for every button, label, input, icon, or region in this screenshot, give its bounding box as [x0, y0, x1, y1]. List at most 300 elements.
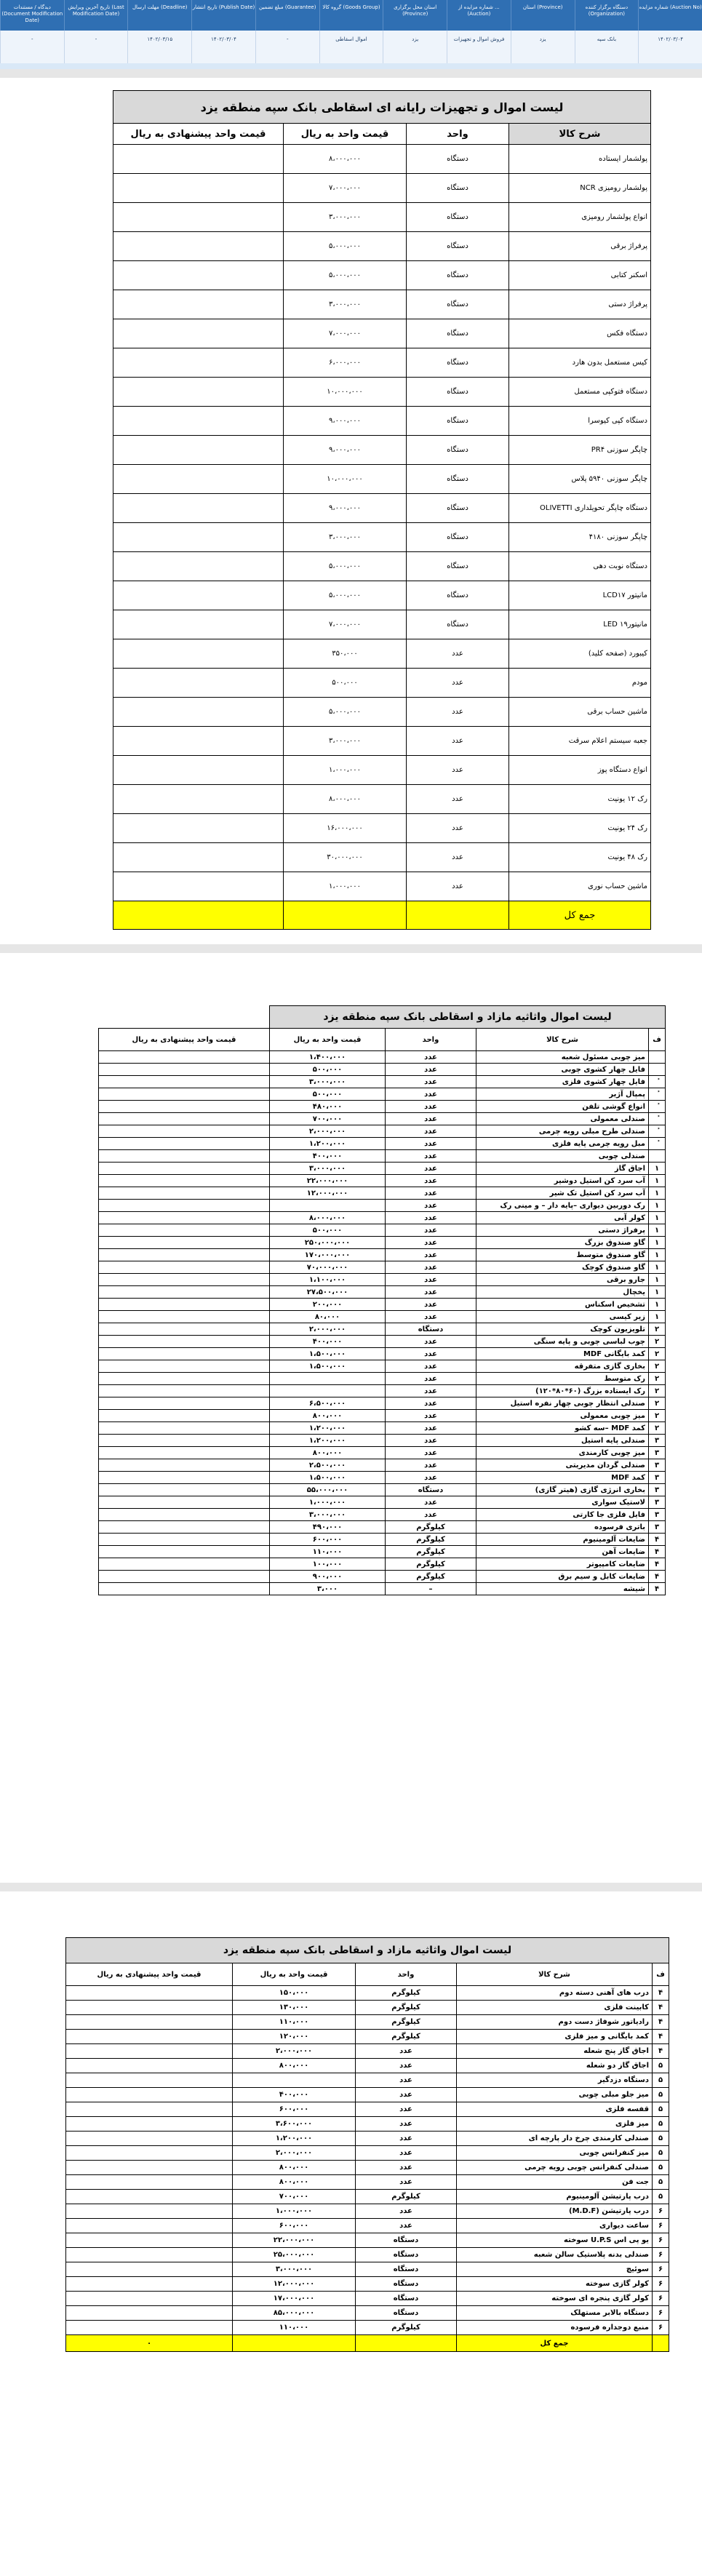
item-unit-price: ۳،۶۰۰،۰۰۰	[233, 2117, 356, 2132]
table-row	[113, 669, 651, 698]
item-unit: دستگاه	[407, 552, 509, 581]
item-description: مودم	[509, 669, 651, 698]
item-unit-price: ۷۰۰،۰۰۰	[270, 1113, 386, 1125]
item-unit: عدد	[386, 1051, 476, 1064]
table-row	[99, 1187, 666, 1200]
item-unit-price: ۳،۰۰۰،۰۰۰	[270, 1509, 386, 1521]
item-proposed-price	[113, 698, 284, 727]
item-row-no: ۵	[653, 2073, 669, 2088]
table3-total-empty	[653, 2335, 669, 2352]
item-unit-price: ۲،۰۰۰،۰۰۰	[270, 1323, 386, 1336]
table-row	[99, 1422, 666, 1435]
item-description: جعبه سیستم اعلام سرقت	[509, 727, 651, 756]
item-unit-price: ۵،۰۰۰،۰۰۰	[284, 261, 407, 290]
table2-header-description: شرح کالا	[476, 1029, 649, 1051]
item-unit-price: ۱۳۰،۰۰۰	[233, 2001, 356, 2015]
summary-value-cell: -	[0, 31, 64, 63]
item-row-no: ۳	[649, 1484, 666, 1496]
item-row-no: ۶	[653, 2233, 669, 2248]
item-unit-price	[270, 1373, 386, 1385]
item-unit-price: ۹،۰۰۰،۰۰۰	[284, 407, 407, 436]
item-description: دستگاه نوبت دهی	[509, 552, 651, 581]
table2-title-spacer	[99, 1006, 270, 1029]
table2-title: لیست اموال واثاثیه مازاد و اسقاطی بانک سپه منطقه یزد	[270, 1006, 666, 1029]
item-proposed-price	[99, 1175, 270, 1187]
item-description: میز جلو مبلی چوبی	[457, 2088, 653, 2102]
table-row	[99, 1101, 666, 1113]
item-proposed-price	[99, 1064, 270, 1076]
item-row-no: ۳	[649, 1447, 666, 1459]
table-row	[99, 1435, 666, 1447]
table-row	[99, 1521, 666, 1534]
table2-body	[99, 1051, 666, 1595]
item-unit-price: ۳،۰۰۰،۰۰۰	[284, 523, 407, 552]
item-unit-price: ۳،۰۰۰،۰۰۰	[284, 727, 407, 756]
item-row-no: ۲	[649, 1410, 666, 1422]
item-unit: عدد	[386, 1101, 476, 1113]
item-unit: عدد	[356, 2088, 457, 2102]
item-description: جارو برقی	[476, 1274, 649, 1286]
item-row-no: ۱	[649, 1175, 666, 1187]
item-unit: دستگاه	[407, 348, 509, 378]
item-row-no: ۳	[649, 1472, 666, 1484]
table-row	[99, 1088, 666, 1101]
item-row-no	[649, 1125, 666, 1138]
table-row	[66, 2277, 669, 2292]
item-proposed-price	[66, 1986, 233, 2001]
item-description: چاپگر سوزنی PR۴	[509, 436, 651, 465]
table-row	[113, 290, 651, 319]
item-unit-price: ۵۵،۰۰۰،۰۰۰	[270, 1484, 386, 1496]
item-description: ضایعات آهن	[476, 1546, 649, 1558]
item-proposed-price	[66, 2175, 233, 2190]
item-description: لاستیک سواری	[476, 1496, 649, 1509]
table-row	[113, 523, 651, 552]
item-proposed-price	[99, 1187, 270, 1200]
item-unit-price: ۶۰۰،۰۰۰	[233, 2102, 356, 2117]
table-row	[66, 2001, 669, 2015]
item-unit-price: ۵،۰۰۰،۰۰۰	[284, 552, 407, 581]
summary-value-cell: یزد	[511, 31, 575, 63]
item-row-no: ۶	[653, 2277, 669, 2292]
item-row-no	[649, 1138, 666, 1150]
table-row	[99, 1385, 666, 1397]
item-description: بخاری گازی متفرقه	[476, 1360, 649, 1373]
item-row-no: ۴	[653, 2015, 669, 2030]
item-unit: عدد	[386, 1360, 476, 1373]
item-unit-price: ۳،۰۰۰	[270, 1583, 386, 1595]
item-unit: دستگاه	[407, 407, 509, 436]
table-row	[113, 494, 651, 523]
table-row	[99, 1397, 666, 1410]
item-unit-price: ۳،۰۰۰،۰۰۰	[284, 203, 407, 232]
table-row	[99, 1571, 666, 1583]
item-row-no: ۶	[653, 2204, 669, 2219]
summary-header-cell: استان (Province)	[511, 0, 575, 31]
item-description: فایل فلزی جا کارتی	[476, 1509, 649, 1521]
item-row-no: ۴	[653, 2030, 669, 2044]
item-unit-price: ۸۰۰،۰۰۰	[233, 2059, 356, 2073]
table-row	[66, 2248, 669, 2262]
table1-total-empty-proposed	[113, 901, 284, 930]
item-unit-price: ۱۱۰،۰۰۰	[233, 2015, 356, 2030]
item-proposed-price	[99, 1360, 270, 1373]
item-proposed-price	[99, 1546, 270, 1558]
item-description: انواع دستگاه پوز	[509, 756, 651, 785]
item-proposed-price	[66, 2015, 233, 2030]
item-row-no: ۵	[653, 2117, 669, 2132]
item-unit-price: ۱،۰۰۰،۰۰۰	[284, 872, 407, 901]
item-description: رادیاتور شوفاژ دست دوم	[457, 2015, 653, 2030]
item-unit: کیلوگرم	[386, 1546, 476, 1558]
item-proposed-price	[66, 2059, 233, 2073]
item-unit: عدد	[386, 1249, 476, 1261]
item-unit-price: ۱،۰۰۰،۰۰۰	[270, 1496, 386, 1509]
item-proposed-price	[113, 669, 284, 698]
item-proposed-price	[99, 1558, 270, 1571]
item-unit-price: ۱،۰۰۰،۰۰۰	[284, 756, 407, 785]
item-unit: عدد	[386, 1496, 476, 1509]
item-unit-price: ۸،۰۰۰،۰۰۰	[284, 145, 407, 174]
item-description: گاو صندوق متوسط	[476, 1249, 649, 1261]
summary-value-cell: اموال اسقاطی	[319, 31, 383, 63]
item-proposed-price	[66, 2132, 233, 2146]
table-row	[99, 1224, 666, 1237]
table3-header-proposed-price: قیمت واحد پیشنهادی به ریال	[66, 1963, 233, 1986]
item-unit: عدد	[386, 1113, 476, 1125]
item-unit: کیلوگرم	[386, 1571, 476, 1583]
item-proposed-price	[113, 785, 284, 814]
table-row	[99, 1472, 666, 1484]
item-proposed-price	[99, 1076, 270, 1088]
item-unit: –	[386, 1583, 476, 1595]
item-proposed-price	[99, 1521, 270, 1534]
item-row-no: ۲	[649, 1385, 666, 1397]
table-row	[113, 319, 651, 348]
item-description: اجاق گاز دو شعله	[457, 2059, 653, 2073]
table1-header-proposed-price: قیمت واحد پیشنهادی به ریال	[113, 124, 284, 145]
item-proposed-price	[99, 1348, 270, 1360]
item-unit-price: ۸،۰۰۰،۰۰۰	[270, 1212, 386, 1224]
table-row	[66, 2175, 669, 2190]
item-description: صندلی طرح مبلی رویه چرمی	[476, 1125, 649, 1138]
item-description: پولشمار رومیزی NCR	[509, 174, 651, 203]
item-proposed-price	[66, 2146, 233, 2161]
item-unit: دستگاه	[407, 319, 509, 348]
item-proposed-price	[99, 1088, 270, 1101]
item-row-no: ۵	[653, 2146, 669, 2161]
item-proposed-price	[99, 1261, 270, 1274]
table2-header-unit: واحد	[386, 1029, 476, 1051]
item-unit: کیلوگرم	[356, 2001, 457, 2015]
table1-total-empty-unit	[407, 901, 509, 930]
item-unit-price: ۲۷،۵۰۰،۰۰۰	[270, 1286, 386, 1299]
item-unit-price: ۷،۰۰۰،۰۰۰	[284, 319, 407, 348]
item-proposed-price	[99, 1373, 270, 1385]
item-unit: کیلوگرم	[356, 1986, 457, 2001]
item-unit-price: ۲،۰۰۰،۰۰۰	[233, 2146, 356, 2161]
item-unit-price: ۸۰۰،۰۰۰	[233, 2161, 356, 2175]
table-row	[66, 2015, 669, 2030]
item-row-no: ۱	[649, 1274, 666, 1286]
item-proposed-price	[66, 2001, 233, 2015]
table-row	[113, 348, 651, 378]
item-unit-price: ۲۰۰،۰۰۰	[270, 1299, 386, 1311]
item-unit-price: ۸۰،۰۰۰	[270, 1311, 386, 1323]
summary-value-cell: یزد	[383, 31, 447, 63]
item-unit-price: ۷،۰۰۰،۰۰۰	[284, 174, 407, 203]
table-row	[113, 727, 651, 756]
item-proposed-price	[99, 1150, 270, 1163]
item-unit: عدد	[386, 1459, 476, 1472]
item-proposed-price	[99, 1496, 270, 1509]
item-unit: عدد	[386, 1064, 476, 1076]
item-description: دستگاه کپی کیوسرا	[509, 407, 651, 436]
item-unit-price: ۱۰،۰۰۰،۰۰۰	[284, 378, 407, 407]
item-proposed-price	[99, 1435, 270, 1447]
item-unit: عدد	[407, 639, 509, 669]
item-description: پمپال آژیر	[476, 1088, 649, 1101]
item-unit: دستگاه	[407, 494, 509, 523]
table-row	[113, 203, 651, 232]
table-row	[66, 2117, 669, 2132]
item-proposed-price	[66, 2190, 233, 2204]
item-description: ساعت دیواری	[457, 2219, 653, 2233]
table-row	[99, 1125, 666, 1138]
item-proposed-price	[66, 2277, 233, 2292]
item-unit: عدد	[386, 1237, 476, 1249]
item-row-no: ۶	[653, 2292, 669, 2306]
item-unit: عدد	[386, 1163, 476, 1175]
item-row-no	[649, 1150, 666, 1163]
item-proposed-price	[113, 407, 284, 436]
item-unit: عدد	[386, 1336, 476, 1348]
item-description: فایل چهار کشوی چوبی	[476, 1064, 649, 1076]
page-separator	[0, 944, 702, 982]
table-row	[99, 1558, 666, 1571]
item-description: درب های آهنی دسته دوم	[457, 1986, 653, 2001]
table1-total-empty-price	[284, 901, 407, 930]
item-unit-price: ۱۰۰،۰۰۰	[270, 1558, 386, 1571]
item-description: آب سرد کن استیل دوشیر	[476, 1175, 649, 1187]
item-unit-price: ۸۰۰،۰۰۰	[233, 2175, 356, 2190]
item-description: رک ۴۸ یونیت	[509, 843, 651, 872]
item-row-no: ۴	[649, 1534, 666, 1546]
item-description: میز چوبی کارمندی	[476, 1447, 649, 1459]
table-row	[99, 1064, 666, 1076]
item-unit: عدد	[386, 1472, 476, 1484]
item-proposed-price	[99, 1274, 270, 1286]
item-description: صندلی انتظار چوبی چهار نفره استیل	[476, 1397, 649, 1410]
item-row-no: ۵	[653, 2132, 669, 2146]
summary-header-cell: تاریخ آخرین ویرایش (Last Modification Date)	[64, 0, 128, 31]
item-row-no: ۵	[653, 2102, 669, 2117]
item-unit: عدد	[386, 1447, 476, 1459]
item-unit-price: ۱،۴۰۰،۰۰۰	[270, 1051, 386, 1064]
item-proposed-price	[113, 639, 284, 669]
item-row-no	[649, 1064, 666, 1076]
item-proposed-price	[113, 727, 284, 756]
table-row	[99, 1076, 666, 1088]
table-row	[99, 1150, 666, 1163]
item-row-no: ۴	[649, 1558, 666, 1571]
item-unit-price: ۱،۲۰۰،۰۰۰	[270, 1435, 386, 1447]
item-unit-price: ۸،۰۰۰،۰۰۰	[284, 785, 407, 814]
summary-value-cell: بانک سپه	[575, 31, 639, 63]
item-proposed-price	[66, 2102, 233, 2117]
item-description: صندلی کارمندی چرخ دار پارچه ای	[457, 2132, 653, 2146]
item-proposed-price	[113, 232, 284, 261]
item-row-no: ۶	[653, 2219, 669, 2233]
item-unit-price: ۱۲،۰۰۰،۰۰۰	[270, 1187, 386, 1200]
item-description: مانیتور LCD۱۷	[509, 581, 651, 610]
item-unit: عدد	[386, 1200, 476, 1212]
item-unit-price	[233, 2073, 356, 2088]
table-row	[99, 1286, 666, 1299]
item-unit-price: ۳،۰۰۰،۰۰۰	[270, 1163, 386, 1175]
table-row	[99, 1336, 666, 1348]
item-proposed-price	[113, 552, 284, 581]
table2-header-proposed-price: قیمت واحد پیشنهادی به ریال	[99, 1029, 270, 1051]
item-description: درب پارتیشن آلومینیوم	[457, 2190, 653, 2204]
summary-header-cell: دستگاه برگزار کننده (Organization)	[575, 0, 639, 31]
item-unit: عدد	[386, 1311, 476, 1323]
item-row-no: ۱	[649, 1237, 666, 1249]
item-unit-price: ۱،۵۰۰،۰۰۰	[270, 1472, 386, 1484]
item-unit: عدد	[386, 1299, 476, 1311]
item-unit: دستگاه	[407, 378, 509, 407]
item-unit-price: ۲،۵۰۰،۰۰۰	[270, 1459, 386, 1472]
table-row	[99, 1237, 666, 1249]
table-row	[66, 2262, 669, 2277]
item-unit-price: ۶،۵۰۰،۰۰۰	[270, 1397, 386, 1410]
table-row	[99, 1348, 666, 1360]
item-proposed-price	[66, 2219, 233, 2233]
item-row-no: ۲	[649, 1422, 666, 1435]
item-row-no	[649, 1113, 666, 1125]
table1-header-description: شرح کالا	[509, 124, 651, 145]
item-unit: دستگاه	[407, 261, 509, 290]
item-description: صندلی معمولی	[476, 1113, 649, 1125]
table-row	[113, 581, 651, 610]
item-unit-price: ۵،۰۰۰،۰۰۰	[284, 232, 407, 261]
table-row	[99, 1212, 666, 1224]
item-description: کولر گازی پنجره ای سوخته	[457, 2292, 653, 2306]
item-description: کولر گازی سوخته	[457, 2277, 653, 2292]
table-row	[113, 465, 651, 494]
item-proposed-price	[99, 1311, 270, 1323]
item-unit-price: ۲۲،۰۰۰،۰۰۰	[233, 2233, 356, 2248]
item-description: ضایعات کابل و سیم برق	[476, 1571, 649, 1583]
table-row	[66, 2233, 669, 2248]
item-description: گاو صندوق بزرگ	[476, 1237, 649, 1249]
summary-header-cell: دیدگاه / مستندات (Document Modification Date)	[0, 0, 64, 31]
item-row-no: ۴	[649, 1571, 666, 1583]
item-proposed-price	[99, 1410, 270, 1422]
item-unit-price: ۱،۲۰۰،۰۰۰	[270, 1422, 386, 1435]
table-row	[99, 1051, 666, 1064]
item-proposed-price	[99, 1299, 270, 1311]
item-unit-price: ۵،۰۰۰،۰۰۰	[284, 581, 407, 610]
table1-body	[113, 145, 651, 901]
item-row-no	[649, 1051, 666, 1064]
summary-header-cell: شماره مزایده (Auction No)	[638, 0, 702, 31]
item-unit: عدد	[386, 1373, 476, 1385]
item-proposed-price	[99, 1113, 270, 1125]
item-unit: عدد	[386, 1076, 476, 1088]
item-description: مانیتور۱۹ LED	[509, 610, 651, 639]
item-unit-price: ۱۲،۰۰۰،۰۰۰	[233, 2277, 356, 2292]
table3-header-unit: واحد	[356, 1963, 457, 1986]
table3-title: لیست اموال واثاثیه مازاد و اسقاطی بانک سپه منطقه یزد	[66, 1938, 669, 1963]
item-unit: کیلوگرم	[386, 1534, 476, 1546]
item-description: ماشین حساب نوری	[509, 872, 651, 901]
computer-equipment-page	[113, 90, 651, 930]
item-unit: عدد	[407, 698, 509, 727]
table-row	[66, 2088, 669, 2102]
item-proposed-price	[99, 1534, 270, 1546]
item-unit-price: ۲،۰۰۰،۰۰۰	[270, 1125, 386, 1138]
item-description: باتری فرسوده	[476, 1521, 649, 1534]
item-description: کیبورد (صفحه کلید)	[509, 639, 651, 669]
item-unit-price: ۸۵،۰۰۰،۰۰۰	[233, 2306, 356, 2321]
item-description: زیر کیسی	[476, 1311, 649, 1323]
item-proposed-price	[66, 2292, 233, 2306]
item-unit: کیلوگرم	[386, 1558, 476, 1571]
item-proposed-price	[113, 348, 284, 378]
table-row	[66, 2030, 669, 2044]
item-unit-price: ۴۰۰،۰۰۰	[270, 1336, 386, 1348]
table-row	[99, 1583, 666, 1595]
item-unit-price: ۱۱۰،۰۰۰	[270, 1546, 386, 1558]
item-unit-price: ۹،۰۰۰،۰۰۰	[284, 494, 407, 523]
item-unit: عدد	[386, 1088, 476, 1101]
item-row-no: ۱	[649, 1299, 666, 1311]
item-row-no	[649, 1088, 666, 1101]
item-unit: عدد	[407, 727, 509, 756]
item-unit: عدد	[386, 1274, 476, 1286]
table-row	[99, 1299, 666, 1311]
table-row	[66, 2161, 669, 2175]
table-row	[99, 1163, 666, 1175]
item-proposed-price	[99, 1422, 270, 1435]
item-description: کابینت فلزی	[457, 2001, 653, 2015]
item-proposed-price	[99, 1459, 270, 1472]
table-row	[99, 1410, 666, 1422]
auction-summary-header	[0, 0, 702, 31]
item-description: کمد بایگانی و میز فلزی	[457, 2030, 653, 2044]
item-proposed-price	[99, 1323, 270, 1336]
item-description: گاو صندوق کوچک	[476, 1261, 649, 1274]
item-unit: دستگاه	[407, 145, 509, 174]
item-proposed-price	[99, 1397, 270, 1410]
item-unit: دستگاه	[386, 1484, 476, 1496]
item-description: اجاق گاز پنج شعله	[457, 2044, 653, 2059]
item-unit: عدد	[386, 1435, 476, 1447]
item-description: دستگاه فتوکپی مستعمل	[509, 378, 651, 407]
item-description: رک دوربین دیواری –پایه دار – و مینی رک	[476, 1200, 649, 1212]
table-row	[99, 1200, 666, 1212]
item-unit: عدد	[386, 1212, 476, 1224]
item-unit: دستگاه	[407, 232, 509, 261]
table-row	[99, 1373, 666, 1385]
item-proposed-price	[66, 2030, 233, 2044]
item-unit-price: ۱،۵۰۰،۰۰۰	[270, 1348, 386, 1360]
item-row-no: ۲	[649, 1348, 666, 1360]
item-unit: عدد	[386, 1150, 476, 1163]
item-proposed-price	[113, 319, 284, 348]
item-proposed-price	[113, 203, 284, 232]
